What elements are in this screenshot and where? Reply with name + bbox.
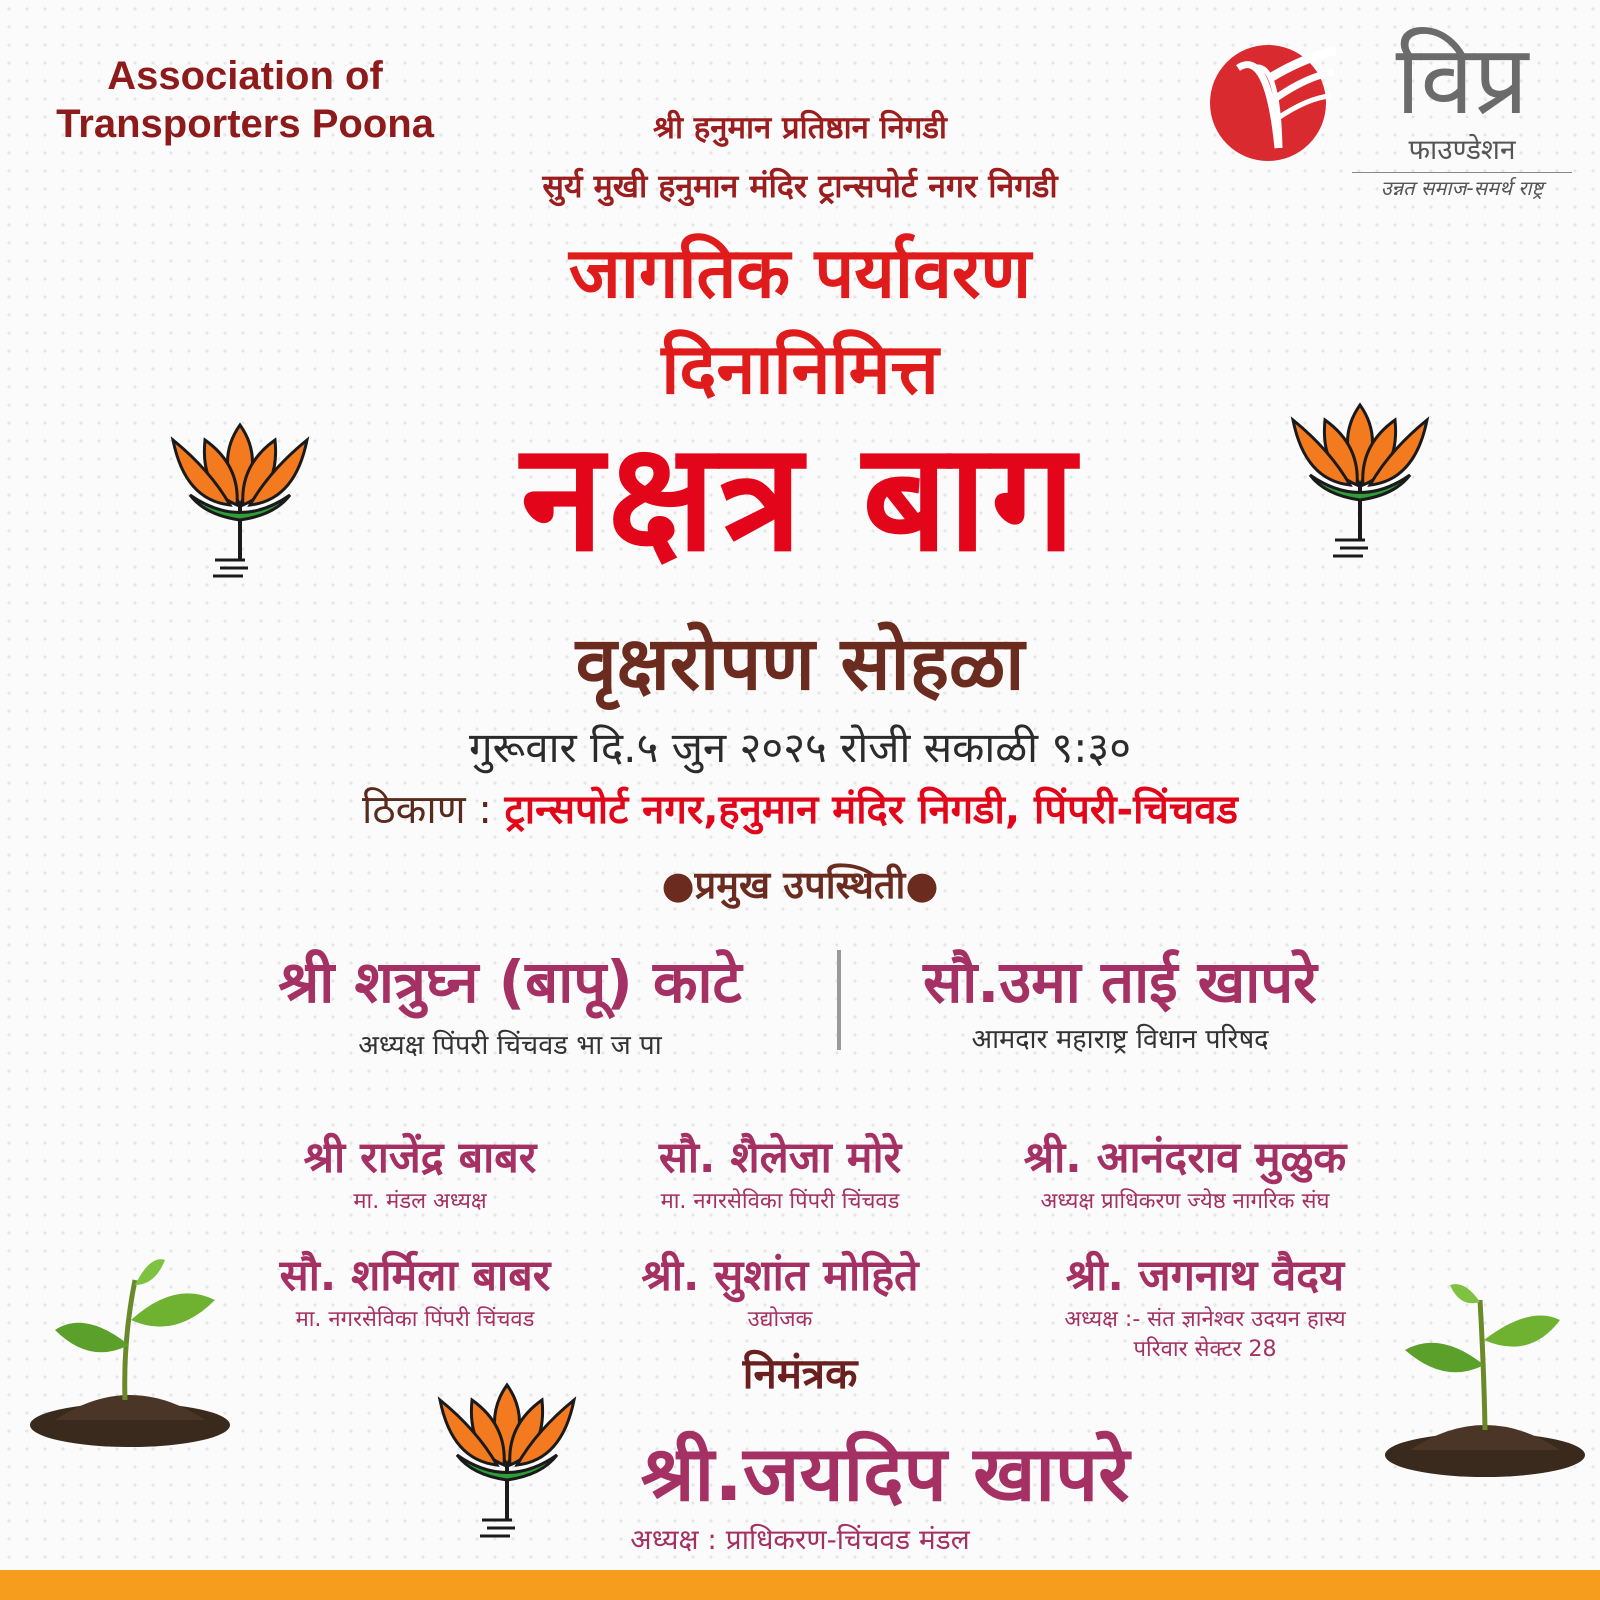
venue-value: ट्रान्सपोर्ट नगर,हनुमान मंदिर निगडी, पिंपरी-चिंचवड bbox=[504, 787, 1238, 833]
guest-item bbox=[975, 1126, 1395, 1215]
inviter-name: श्री.जयदिप खापरे bbox=[640, 1429, 1130, 1518]
bottom-bar bbox=[0, 1570, 1600, 1600]
vipra-logo-subtitle: फाउण्डेशन bbox=[1352, 130, 1572, 173]
guest-item bbox=[600, 1244, 960, 1333]
guest-item bbox=[250, 1126, 590, 1215]
chief-guest-1 bbox=[200, 940, 820, 1062]
guest-name: सौ. शर्मिला बाबर bbox=[279, 1251, 551, 1301]
guest-name: सौ. शैलेजा मोरे bbox=[658, 1133, 902, 1183]
organizer-line-2: सुर्य मुखी हनुमान मंदिर ट्रान्सपोर्ट नगर निगडी bbox=[542, 167, 1058, 205]
guest-role-line-2: परिवार सेक्टर 28 bbox=[1133, 1337, 1277, 1362]
guest-role: अध्यक्ष :- संत ज्ञानेश्वर उदयन हास्य bbox=[1064, 1307, 1346, 1332]
lotus-icon bbox=[165, 420, 315, 580]
headline-line-1: जागतिक पर्यावरण bbox=[568, 232, 1032, 314]
headline-line-2: दिनानिमित्त bbox=[661, 328, 939, 410]
chief-guest-2 bbox=[860, 940, 1380, 1056]
dignitaries-title: ●प्रमुख उपस्थिती● bbox=[661, 863, 939, 907]
guest-name: श्री राजेंद्र बाबर bbox=[303, 1133, 537, 1183]
guest-role: मा. नगरसेविका पिंपरी चिंचवड bbox=[660, 1189, 900, 1214]
chief-guest-role: अध्यक्ष पिंपरी चिंचवड भा ज पा bbox=[358, 1030, 662, 1061]
guest-role: उद्योजक bbox=[747, 1307, 813, 1332]
event-venue bbox=[150, 780, 1450, 835]
inviter-role: अध्यक्ष : प्राधिकरण-चिंचवड मंडल bbox=[630, 1523, 970, 1556]
chief-guest-name: श्री शत्रुघ्न (बापू) काटे bbox=[278, 948, 742, 1016]
event-subtitle: वृक्षरोपण सोहळा bbox=[575, 621, 1025, 707]
lotus-icon bbox=[1285, 400, 1435, 560]
vipra-logo-tagline: उन्नत समाज-समर्थ राष्ट्र bbox=[1380, 176, 1544, 200]
guest-role: अध्यक्ष प्राधिकरण ज्येष्ठ नागरिक संघ bbox=[1040, 1189, 1330, 1214]
venue-label: ठिकाण : bbox=[362, 787, 505, 833]
guest-role: मा. मंडल अध्यक्ष bbox=[353, 1189, 487, 1214]
event-datetime: गुरूवार दि.५ जुन २०२५ रोजी सकाळी ९:३० bbox=[468, 723, 1132, 772]
association-name: Association of Transporters Poona bbox=[56, 54, 434, 146]
vipra-logo-mark bbox=[1208, 38, 1338, 168]
chief-guest-name: सौ.उमा ताई खापरे bbox=[923, 948, 1317, 1016]
guest-role: मा. नगरसेविका पिंपरी चिंचवड bbox=[295, 1307, 535, 1332]
guest-name: श्री. जगनाथ वैदय bbox=[1065, 1251, 1345, 1301]
guest-name: श्री. सुशांत मोहिते bbox=[641, 1251, 919, 1301]
main-title: नक्षत्र बाग bbox=[520, 411, 1080, 585]
guest-item bbox=[600, 1126, 960, 1215]
divider bbox=[837, 950, 841, 1050]
organizer-line-1: श्री हनुमान प्रतिष्ठान निगडी bbox=[653, 110, 947, 146]
vipra-logo-name: विप्र bbox=[1395, 24, 1529, 136]
guest-item bbox=[225, 1244, 605, 1333]
inviter-title: निमंत्रक bbox=[742, 1349, 858, 1398]
guest-name: श्री. आनंदराव मुळुक bbox=[1023, 1133, 1347, 1183]
chief-guest-role: आमदार महाराष्ट्र विधान परिषद bbox=[971, 1024, 1269, 1055]
